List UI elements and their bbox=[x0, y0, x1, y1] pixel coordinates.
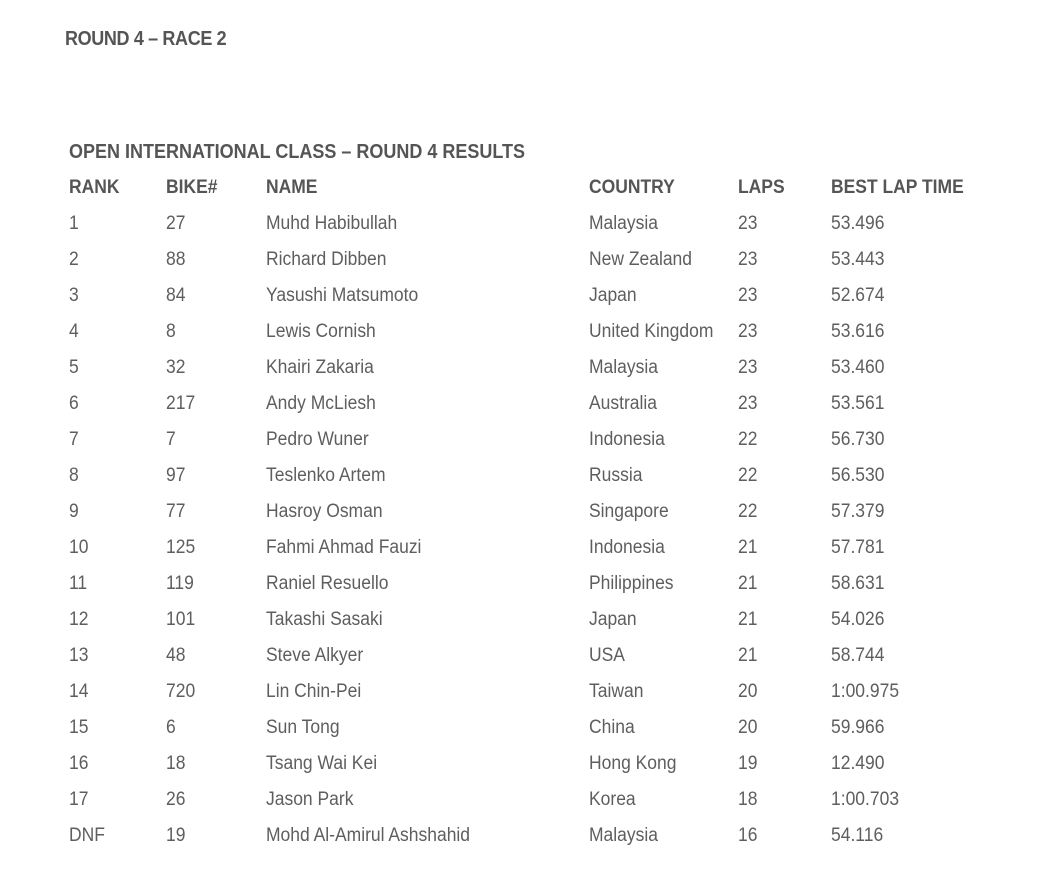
rank-cell: 14 bbox=[69, 681, 89, 702]
column-header-rank: RANK bbox=[69, 177, 120, 198]
bike-number-cell: 18 bbox=[166, 753, 186, 774]
table-row bbox=[69, 458, 989, 494]
table-row bbox=[69, 242, 989, 278]
bike-number-cell: 48 bbox=[166, 645, 186, 666]
bike-number-cell: 217 bbox=[166, 393, 196, 414]
rank-cell: 5 bbox=[69, 357, 79, 378]
table-row bbox=[69, 530, 989, 566]
rider-name-cell: Sun Tong bbox=[266, 717, 340, 738]
rider-name-cell: Teslenko Artem bbox=[266, 465, 386, 486]
laps-cell: 20 bbox=[738, 681, 758, 702]
bike-number-cell: 19 bbox=[166, 825, 186, 846]
country-cell: Taiwan bbox=[589, 681, 644, 702]
table-row bbox=[69, 206, 989, 242]
table-row bbox=[69, 602, 989, 638]
best-lap-time-cell: 58.744 bbox=[831, 645, 885, 666]
bike-number-cell: 720 bbox=[166, 681, 196, 702]
country-cell: Malaysia bbox=[589, 357, 658, 378]
rank-cell: DNF bbox=[69, 825, 105, 846]
laps-cell: 19 bbox=[738, 753, 758, 774]
rank-cell: 8 bbox=[69, 465, 79, 486]
country-cell: Philippines bbox=[589, 573, 674, 594]
best-lap-time-cell: 58.631 bbox=[831, 573, 885, 594]
laps-cell: 21 bbox=[738, 609, 758, 630]
laps-cell: 22 bbox=[738, 501, 758, 522]
table-row bbox=[69, 674, 989, 710]
best-lap-time-cell: 54.026 bbox=[831, 609, 885, 630]
rider-name-cell: Raniel Resuello bbox=[266, 573, 389, 594]
laps-cell: 20 bbox=[738, 717, 758, 738]
best-lap-time-cell: 56.730 bbox=[831, 429, 885, 450]
best-lap-time-cell: 52.674 bbox=[831, 285, 885, 306]
rank-cell: 9 bbox=[69, 501, 79, 522]
column-header-best-lap-time: BEST LAP TIME bbox=[831, 177, 964, 198]
best-lap-time-cell: 53.561 bbox=[831, 393, 885, 414]
bike-number-cell: 119 bbox=[166, 573, 194, 594]
results-body bbox=[69, 206, 989, 854]
rank-cell: 2 bbox=[69, 249, 79, 270]
rider-name-cell: Richard Dibben bbox=[266, 249, 387, 270]
rider-name-cell: Jason Park bbox=[266, 789, 354, 810]
best-lap-time-cell: 12.490 bbox=[831, 753, 885, 774]
best-lap-time-cell: 53.460 bbox=[831, 357, 885, 378]
rider-name-cell: Fahmi Ahmad Fauzi bbox=[266, 537, 422, 558]
laps-cell: 21 bbox=[738, 537, 758, 558]
column-header-name: NAME bbox=[266, 177, 318, 198]
laps-cell: 18 bbox=[738, 789, 758, 810]
country-cell: Indonesia bbox=[589, 537, 665, 558]
rider-name-cell: Tsang Wai Kei bbox=[266, 753, 378, 774]
bike-number-cell: 6 bbox=[166, 717, 176, 738]
country-cell: Indonesia bbox=[589, 429, 665, 450]
laps-cell: 16 bbox=[738, 825, 758, 846]
rank-cell: 1 bbox=[69, 213, 79, 234]
laps-cell: 23 bbox=[738, 285, 758, 306]
country-cell: Australia bbox=[589, 393, 658, 414]
rider-name-cell: Hasroy Osman bbox=[266, 501, 383, 522]
table-row bbox=[69, 422, 989, 458]
bike-number-cell: 32 bbox=[166, 357, 186, 378]
country-cell: Malaysia bbox=[589, 213, 658, 234]
bike-number-cell: 97 bbox=[166, 465, 186, 486]
rider-name-cell: Takashi Sasaki bbox=[266, 609, 383, 630]
laps-cell: 22 bbox=[738, 465, 758, 486]
country-cell: China bbox=[589, 717, 635, 738]
bike-number-cell: 84 bbox=[166, 285, 186, 306]
rank-cell: 16 bbox=[69, 753, 89, 774]
bike-number-cell: 7 bbox=[166, 429, 176, 450]
best-lap-time-cell: 53.443 bbox=[831, 249, 885, 270]
country-cell: Hong Kong bbox=[589, 753, 677, 774]
best-lap-time-cell: 59.966 bbox=[831, 717, 885, 738]
best-lap-time-cell: 57.379 bbox=[831, 501, 885, 522]
country-cell: USA bbox=[589, 645, 625, 666]
rank-cell: 4 bbox=[69, 321, 79, 342]
best-lap-time-cell: 53.496 bbox=[831, 213, 885, 234]
bike-number-cell: 8 bbox=[166, 321, 176, 342]
race-heading: ROUND 4 – RACE 2 bbox=[65, 28, 227, 50]
table-row bbox=[69, 782, 989, 818]
rank-cell: 10 bbox=[69, 537, 89, 558]
best-lap-time-cell: 1:00.975 bbox=[831, 681, 900, 702]
best-lap-time-cell: 53.616 bbox=[831, 321, 885, 342]
rider-name-cell: Mohd Al-Amirul Ashshahid bbox=[266, 825, 471, 846]
best-lap-time-cell: 56.530 bbox=[831, 465, 885, 486]
rider-name-cell: Lin Chin-Pei bbox=[266, 681, 362, 702]
rider-name-cell: Lewis Cornish bbox=[266, 321, 376, 342]
table-row bbox=[69, 818, 989, 854]
laps-cell: 23 bbox=[738, 321, 758, 342]
bike-number-cell: 88 bbox=[166, 249, 186, 270]
best-lap-time-cell: 54.116 bbox=[831, 825, 884, 846]
table-row bbox=[69, 386, 989, 422]
table-row bbox=[69, 494, 989, 530]
rider-name-cell: Andy McLiesh bbox=[266, 393, 376, 414]
bike-number-cell: 77 bbox=[166, 501, 186, 522]
best-lap-time-cell: 1:00.703 bbox=[831, 789, 900, 810]
laps-cell: 21 bbox=[738, 573, 758, 594]
rider-name-cell: Steve Alkyer bbox=[266, 645, 364, 666]
rider-name-cell: Khairi Zakaria bbox=[266, 357, 374, 378]
country-cell: Japan bbox=[589, 285, 637, 306]
rider-name-cell: Yasushi Matsumoto bbox=[266, 285, 419, 306]
table-row bbox=[69, 314, 989, 350]
country-cell: Malaysia bbox=[589, 825, 658, 846]
results-table bbox=[69, 170, 989, 854]
country-cell: United Kingdom bbox=[589, 321, 714, 342]
table-header-row bbox=[69, 170, 989, 206]
table-row bbox=[69, 350, 989, 386]
rank-cell: 15 bbox=[69, 717, 89, 738]
results-section bbox=[69, 134, 989, 854]
bike-number-cell: 125 bbox=[166, 537, 196, 558]
rank-cell: 13 bbox=[69, 645, 89, 666]
table-row bbox=[69, 746, 989, 782]
table-row bbox=[69, 638, 989, 674]
bike-number-cell: 26 bbox=[166, 789, 186, 810]
laps-cell: 21 bbox=[738, 645, 758, 666]
column-header-country: COUNTRY bbox=[589, 177, 675, 198]
laps-cell: 23 bbox=[738, 393, 758, 414]
column-header-bike: BIKE# bbox=[166, 177, 218, 198]
country-cell: Singapore bbox=[589, 501, 669, 522]
laps-cell: 22 bbox=[738, 429, 758, 450]
results-title: OPEN INTERNATIONAL CLASS – ROUND 4 RESULTS bbox=[69, 141, 526, 163]
laps-cell: 23 bbox=[738, 357, 758, 378]
rank-cell: 17 bbox=[69, 789, 89, 810]
rank-cell: 11 bbox=[69, 573, 88, 594]
country-cell: New Zealand bbox=[589, 249, 692, 270]
country-cell: Russia bbox=[589, 465, 643, 486]
rank-cell: 7 bbox=[69, 429, 79, 450]
rank-cell: 3 bbox=[69, 285, 79, 306]
bike-number-cell: 27 bbox=[166, 213, 186, 234]
rider-name-cell: Pedro Wuner bbox=[266, 429, 369, 450]
bike-number-cell: 101 bbox=[166, 609, 196, 630]
table-row bbox=[69, 710, 989, 746]
column-header-laps: LAPS bbox=[738, 177, 785, 198]
country-cell: Japan bbox=[589, 609, 637, 630]
table-row bbox=[69, 566, 989, 602]
laps-cell: 23 bbox=[738, 213, 758, 234]
best-lap-time-cell: 57.781 bbox=[831, 537, 885, 558]
laps-cell: 23 bbox=[738, 249, 758, 270]
rank-cell: 6 bbox=[69, 393, 79, 414]
rider-name-cell: Muhd Habibullah bbox=[266, 213, 398, 234]
country-cell: Korea bbox=[589, 789, 636, 810]
rank-cell: 12 bbox=[69, 609, 89, 630]
table-row bbox=[69, 278, 989, 314]
